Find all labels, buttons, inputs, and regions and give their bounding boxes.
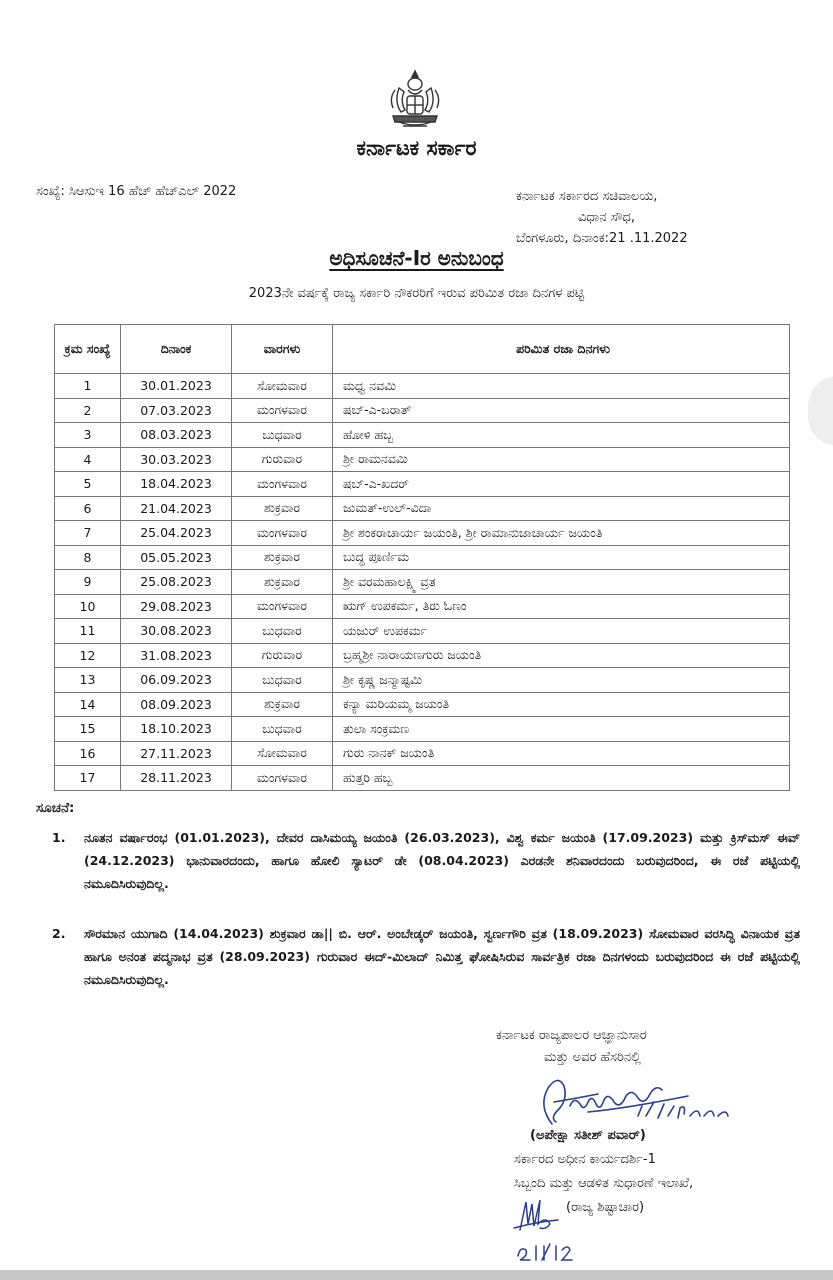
address-line-1: ಕರ್ನಾಟಕ ಸರ್ಕಾರದ ಸಚಿವಾಲಯ, xyxy=(516,189,658,204)
cell-serial: 7 xyxy=(55,521,121,546)
cell-date: 28.11.2023 xyxy=(121,766,232,791)
note-item xyxy=(52,922,800,991)
karnataka-emblem-icon xyxy=(385,68,445,134)
cell-date: 29.08.2023 xyxy=(121,594,232,619)
scroll-handle[interactable] xyxy=(808,376,833,446)
cell-day: ಬುಧವಾರ xyxy=(232,668,333,693)
cell-date: 30.08.2023 xyxy=(121,619,232,644)
cell-holiday: ಕನ್ಯಾ ಮರಿಯಮ್ಮ ಜಯಂತಿ xyxy=(333,692,790,717)
cell-serial: 16 xyxy=(55,741,121,766)
cell-serial: 4 xyxy=(55,447,121,472)
cell-day: ಮಂಗಳವಾರ xyxy=(232,594,333,619)
table-row xyxy=(55,717,790,742)
cell-serial: 17 xyxy=(55,766,121,791)
header-holiday: ಪರಿಮಿತ ರಜಾ ದಿನಗಳು xyxy=(333,325,790,374)
cell-serial: 2 xyxy=(55,398,121,423)
cell-holiday: ಶ್ರೀ ಕೃಷ್ಣ ಜನ್ಮಾಷ್ಟಮಿ xyxy=(333,668,790,693)
cell-date: 25.04.2023 xyxy=(121,521,232,546)
cell-day: ಮಂಗಳವಾರ xyxy=(232,521,333,546)
cell-date: 30.03.2023 xyxy=(121,447,232,472)
cell-serial: 10 xyxy=(55,594,121,619)
cell-date: 08.09.2023 xyxy=(121,692,232,717)
note-text: ನೂತನ ವರ್ಷಾರಂಭ (01.01.2023), ದೇವರ ದಾಸಿಮಯ್ಯ ಜಯಂತಿ (26.03.2023), ವಿಶ್ವ ಕರ್ಮ ಜಯಂತಿ (17.09.2023) ಮತ್ತು ಕ್ರಿಸ್‌ಮಸ್ ಈವ್ (24.12.2023) ಭಾನುವಾರದಂದು, ಹಾಗೂ ಹೋಲಿ ಸ್ಯಾಟರ್ ಡೇ (08.04.2023) ಎರಡನೇ ಶನಿವಾರದಂದು ಬರುವುದರಿಂದ, ಈ ರಜೆ ಪಟ್ಟಿಯಲ್ಲಿ ನಮೂದಿಸಿರುವುದಿಲ್ಲ. xyxy=(84,830,800,891)
table-row xyxy=(55,619,790,644)
cell-holiday: ಶ್ರೀ ರಾಮನವಮಿ xyxy=(333,447,790,472)
note-number: 1. xyxy=(52,830,66,845)
table-header-row xyxy=(55,325,790,374)
table-row xyxy=(55,472,790,497)
bottom-edge-bar xyxy=(0,1270,833,1280)
cell-holiday: ಯಜುರ್ ಉಪಕರ್ಮ xyxy=(333,619,790,644)
cell-holiday: ಜುಮತ್-ಉಲ್-ವಿದಾ xyxy=(333,496,790,521)
table-row xyxy=(55,741,790,766)
note-item xyxy=(52,826,800,895)
cell-date: 31.08.2023 xyxy=(121,643,232,668)
cell-holiday: ಬುದ್ಧ ಪೂರ್ಣಿಮ xyxy=(333,545,790,570)
handwritten-initials xyxy=(506,1194,586,1266)
cell-date: 05.05.2023 xyxy=(121,545,232,570)
cell-holiday: ಶ್ರೀ ಶಂಕರಾಚಾರ್ಯ ಜಯಂತಿ, ಶ್ರೀ ರಾಮಾನುಜಾಚಾರ್ಯ ಜಯಂತಿ xyxy=(333,521,790,546)
cell-day: ಶುಕ್ರವಾರ xyxy=(232,692,333,717)
notification-title: ಅಧಿಸೂಚನೆ-Iರ ಅನುಬಂಧ xyxy=(329,246,504,270)
notes-title: ಸೂಚನೆ: xyxy=(36,800,75,816)
table-row xyxy=(55,496,790,521)
note-number: 2. xyxy=(52,926,66,941)
handwritten-signature xyxy=(528,1066,738,1132)
document-subtitle: 2023ನೇ ವರ್ಷಕ್ಕೆ ರಾಜ್ಯ ಸರ್ಕಾರಿ ನೌಕರರಿಗೆ ಇರುವ ಪರಿಮಿತ ರಜಾ ದಿನಗಳ ಪಟ್ಟಿ xyxy=(248,286,585,301)
cell-holiday: ತುಲಾ ಸಂಕ್ರಮಣ xyxy=(333,717,790,742)
cell-serial: 9 xyxy=(55,570,121,595)
cell-day: ಗುರುವಾರ xyxy=(232,643,333,668)
cell-date: 30.01.2023 xyxy=(121,374,232,399)
cell-day: ಶುಕ್ರವಾರ xyxy=(232,496,333,521)
cell-holiday: ಷಬ್-ಎ-ಖದರ್ xyxy=(333,472,790,497)
header-serial: ಕ್ರಮ ಸಂಖ್ಯೆ xyxy=(55,325,121,374)
cell-serial: 5 xyxy=(55,472,121,497)
table-row xyxy=(55,766,790,791)
authority-line-2: ಮತ್ತು ಅವರ ಹೆಸರಿನಲ್ಲಿ xyxy=(544,1050,641,1065)
cell-date: 27.11.2023 xyxy=(121,741,232,766)
reference-number: ಸಂಖ್ಯೆ: ಸಿಆಸುಇ 16 ಹೆಚ್ ಹೆಚ್ಎಲ್ 2022 xyxy=(36,184,237,199)
cell-serial: 1 xyxy=(55,374,121,399)
cell-serial: 15 xyxy=(55,717,121,742)
cell-holiday: ಋಗ್ ಉಪಕರ್ಮ, ತಿರು ಓಣಂ xyxy=(333,594,790,619)
address-line-3: ಬೆಂಗಳೂರು, ದಿನಾಂಕ:21 .11.2022 xyxy=(516,231,688,246)
cell-serial: 8 xyxy=(55,545,121,570)
government-title: ಕರ್ನಾಟಕ ಸರ್ಕಾರ xyxy=(356,136,477,160)
table-row xyxy=(55,423,790,448)
cell-holiday: ಬ್ರಹ್ಮಶ್ರೀ ನಾರಾಯಣಗುರು ಜಯಂತಿ xyxy=(333,643,790,668)
cell-date: 06.09.2023 xyxy=(121,668,232,693)
cell-serial: 13 xyxy=(55,668,121,693)
header-day: ವಾರಗಳು xyxy=(232,325,333,374)
table-row xyxy=(55,374,790,399)
table-row xyxy=(55,570,790,595)
cell-day: ಶುಕ್ರವಾರ xyxy=(232,570,333,595)
cell-holiday: ಹೋಳಿ ಹಬ್ಬ xyxy=(333,423,790,448)
cell-holiday: ಷಬ್-ಎ-ಬರಾತ್ xyxy=(333,398,790,423)
cell-holiday: ಮಧ್ವ ನವಮಿ xyxy=(333,374,790,399)
cell-date: 07.03.2023 xyxy=(121,398,232,423)
cell-day: ಮಂಗಳವಾರ xyxy=(232,766,333,791)
authority-line-1: ಕರ್ನಾಟಕ ರಾಜ್ಯಪಾಲರ ಆಜ್ಞಾನುಸಾರ xyxy=(496,1028,647,1043)
cell-day: ಶುಕ್ರವಾರ xyxy=(232,545,333,570)
cell-date: 21.04.2023 xyxy=(121,496,232,521)
cell-holiday: ಶ್ರೀ ವರಮಹಾಲಕ್ಷ್ಮಿ ವ್ರತ xyxy=(333,570,790,595)
cell-day: ಮಂಗಳವಾರ xyxy=(232,472,333,497)
cell-day: ಮಂಗಳವಾರ xyxy=(232,398,333,423)
cell-day: ಸೋಮವಾರ xyxy=(232,741,333,766)
table-row xyxy=(55,447,790,472)
cell-date: 18.04.2023 xyxy=(121,472,232,497)
signatory-department: ಸಿಬ್ಬಂದಿ ಮತ್ತು ಆಡಳಿತ ಸುಧಾರಣೆ ಇಲಾಖೆ, xyxy=(514,1176,694,1191)
note-text: ಸೌರಮಾನ ಯುಗಾದಿ (14.04.2023) ಶುಕ್ರವಾರ ಡಾ|| ಬಿ. ಆರ್. ಅಂಬೇಡ್ಕರ್ ಜಯಂತಿ, ಸ್ವರ್ಣಗೌರಿ ವ್ರತ (18.09.2023) ಸೋಮವಾರ ವರಸಿದ್ಧಿ ವಿನಾಯಕ ವ್ರತ ಹಾಗೂ ಅನಂತ ಪದ್ಮನಾಭ ವ್ರತ (28.09.2023) ಗುರುವಾರ ಈದ್-ಮಿಲಾದ್ ನಿಮಿತ್ತ ಘೋಷಿಸಿರುವ ಸಾರ್ವತ್ರಿಕ ರಜಾ ದಿನಗಳಂದು ಬರುವುದರಿಂದ ಈ ರಜೆ ಪಟ್ಟಿಯಲ್ಲಿ ನಮೂದಿಸಿರುವುದಿಲ್ಲ. xyxy=(84,926,800,987)
cell-day: ಬುಧವಾರ xyxy=(232,717,333,742)
table-row xyxy=(55,643,790,668)
signatory-section: (ರಾಜ್ಯ ಶಿಷ್ಟಾಚಾರ) xyxy=(566,1200,645,1215)
cell-date: 25.08.2023 xyxy=(121,570,232,595)
holiday-table xyxy=(54,324,790,791)
cell-serial: 6 xyxy=(55,496,121,521)
table-row xyxy=(55,668,790,693)
cell-serial: 14 xyxy=(55,692,121,717)
cell-holiday: ಗುರು ನಾನಕ್ ಜಯಂತಿ xyxy=(333,741,790,766)
cell-serial: 3 xyxy=(55,423,121,448)
cell-day: ಸೋಮವಾರ xyxy=(232,374,333,399)
signatory-name: (ಅಪೇಕ್ಷಾ ಸತೀಶ್ ಪವಾರ್) xyxy=(530,1128,646,1143)
header-date: ದಿನಾಂಕ xyxy=(121,325,232,374)
cell-serial: 11 xyxy=(55,619,121,644)
cell-date: 18.10.2023 xyxy=(121,717,232,742)
holiday-table-body xyxy=(55,374,790,791)
cell-day: ಗುರುವಾರ xyxy=(232,447,333,472)
table-row xyxy=(55,545,790,570)
cell-date: 08.03.2023 xyxy=(121,423,232,448)
table-row xyxy=(55,398,790,423)
cell-serial: 12 xyxy=(55,643,121,668)
address-line-2: ವಿಧಾನ ಸೌಧ, xyxy=(578,210,636,225)
table-row xyxy=(55,692,790,717)
table-row xyxy=(55,521,790,546)
cell-holiday: ಹುತ್ತರಿ ಹಬ್ಬ xyxy=(333,766,790,791)
table-row xyxy=(55,594,790,619)
cell-day: ಬುಧವಾರ xyxy=(232,619,333,644)
office-address xyxy=(516,186,688,249)
signatory-designation: ಸರ್ಕಾರದ ಅಧೀನ ಕಾರ್ಯದರ್ಶಿ-1 xyxy=(514,1152,656,1167)
cell-day: ಬುಧವಾರ xyxy=(232,423,333,448)
